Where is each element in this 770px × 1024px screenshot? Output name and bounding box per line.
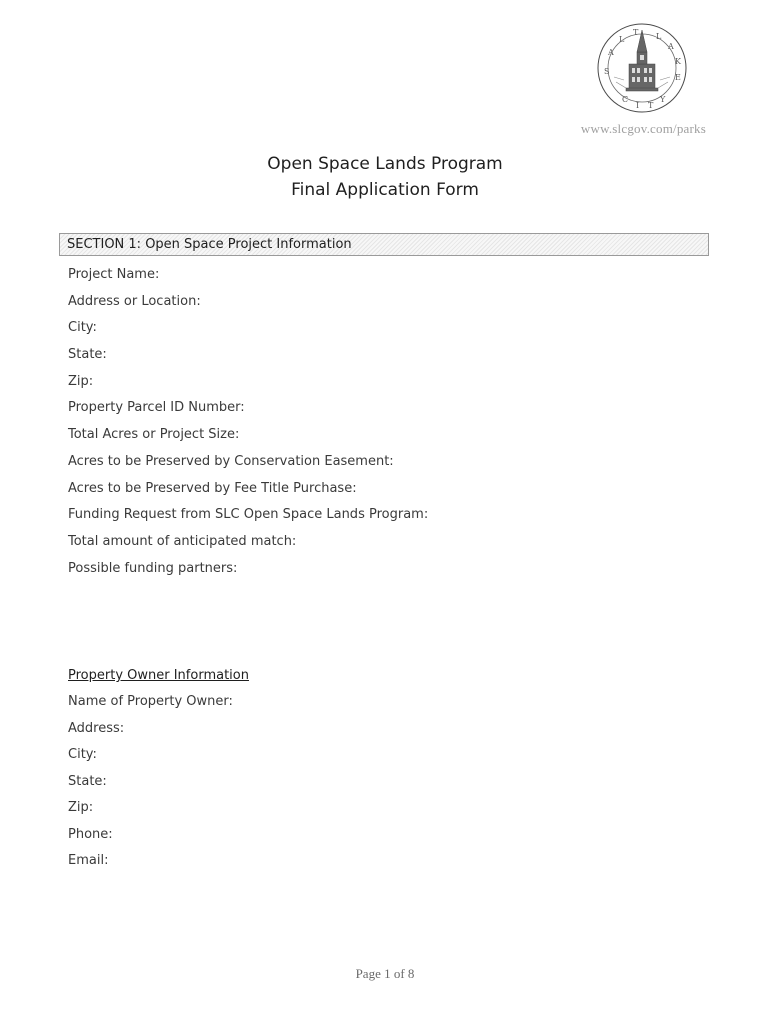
svg-text:C: C: [622, 95, 629, 104]
field-label-owner-name: Name of Property Owner:: [68, 694, 233, 709]
field-label-owner-phone: Phone:: [68, 826, 113, 842]
program-title: Open Space Lands Program: [267, 154, 503, 174]
field-label-total-acres: Total Acres or Project Size:: [68, 427, 240, 443]
svg-text:L: L: [656, 32, 662, 41]
svg-text:A: A: [668, 42, 674, 51]
field-label-owner-email: Email:: [68, 853, 109, 868]
field-label-zip: Zip:: [68, 373, 94, 389]
svg-text:L: L: [619, 35, 625, 44]
page-number: Page 1 of 8: [355, 966, 415, 981]
field-label-parcel-id: Property Parcel ID Number:: [68, 400, 245, 416]
field-label-city: City:: [68, 320, 97, 336]
field-label-anticipated-match: Total amount of anticipated match:: [68, 533, 297, 549]
property-owner-heading: Property Owner Information: [68, 668, 249, 683]
svg-text:Y: Y: [660, 95, 666, 104]
field-label-owner-city: City:: [68, 747, 97, 762]
form-title: [0, 151, 770, 203]
field-label-project-name: Project Name:: [68, 267, 160, 282]
website-url: www.slcgov.com/parks: [580, 121, 706, 136]
city-seal-logo: [596, 22, 688, 114]
field-label-owner-zip: Zip:: [68, 800, 94, 815]
section-1-header: [59, 233, 709, 256]
field-label-funding-partners: Possible funding partners:: [68, 560, 238, 576]
svg-text:K: K: [675, 57, 681, 66]
field-label-owner-address: Address:: [68, 720, 125, 736]
field-label-owner-state: State:: [68, 773, 107, 789]
field-label-address: Address or Location:: [68, 293, 201, 309]
owner-info-fields: [68, 689, 233, 875]
svg-text:S: S: [604, 67, 610, 76]
svg-text:I: I: [636, 101, 640, 110]
svg-text:E: E: [675, 73, 681, 82]
form-subtitle: Final Application Form: [291, 180, 479, 200]
field-label-funding-request: Funding Request from SLC Open Space Lands Program:: [68, 507, 429, 523]
svg-text:T: T: [633, 28, 639, 37]
field-label-acres-fee-title: Acres to be Preserved by Fee Title Purchase:: [68, 480, 357, 496]
project-info-fields: [68, 262, 428, 582]
section-1-title: SECTION 1: Open Space Project Information: [67, 237, 352, 252]
svg-text:T: T: [648, 101, 654, 110]
field-label-acres-easement: Acres to be Preserved by Conservation Easement:: [68, 453, 394, 469]
field-label-state: State:: [68, 347, 107, 363]
svg-text:A: A: [608, 48, 614, 57]
